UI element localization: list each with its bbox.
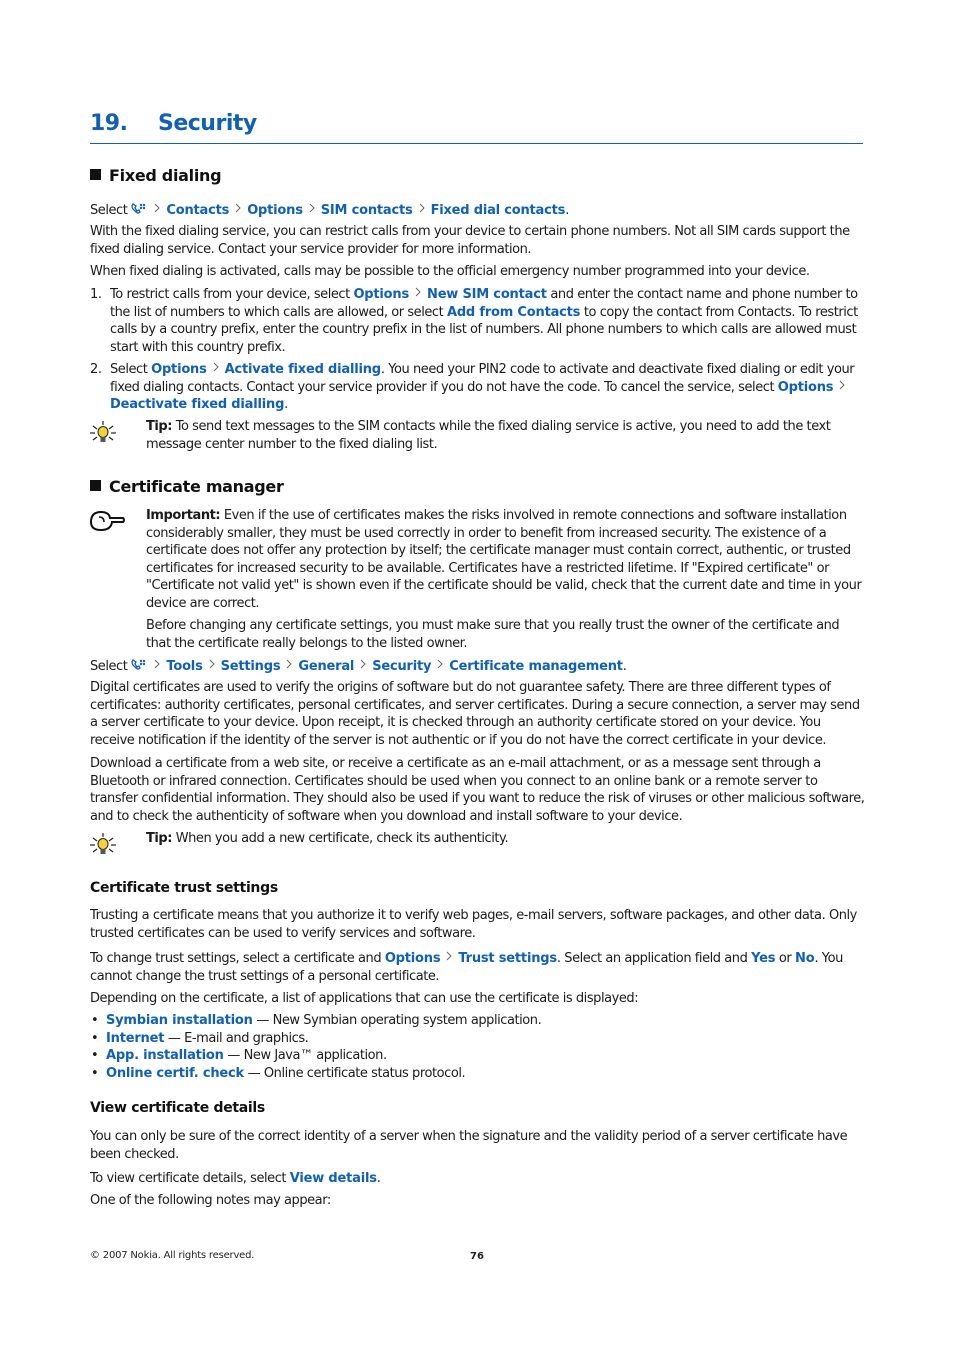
fixed-step-2: 2. Select Options Activate fixed dialling. You need your PIN2 code to activate and deactivate fixed dialing or edit your fixed dialing contacts. Contact your service provider if you do not have the code. To cancel the service, select Options Deactivate fixed dialling.: [90, 362, 855, 413]
fixed-tip: Tip: To send text messages to the SIM contacts while the fixed dialing service is active, you need to add the text message center number to the fixed dialing list.: [146, 419, 831, 452]
view-paragraph-2: To view certificate details, select View details.: [90, 1171, 381, 1186]
view-paragraph-3: One of the following notes may appear:: [90, 1193, 331, 1208]
link-activate-fixed-dialling[interactable]: Activate fixed dialling: [224, 362, 381, 377]
chapter-title: Security: [158, 111, 257, 136]
link-options[interactable]: Options: [384, 951, 441, 966]
link-options[interactable]: Options: [777, 379, 834, 395]
certificate-manager-heading: Certificate manager: [90, 477, 284, 496]
link-online-certif-check[interactable]: Online certif. check: [106, 1065, 244, 1081]
link-general[interactable]: General: [298, 659, 355, 674]
lightbulb-icon: [89, 420, 117, 446]
lightbulb-icon: [89, 832, 117, 858]
application-list: [90, 1012, 865, 1082]
fixed-paragraph-1: With the fixed dialing service, you can restrict calls from your device to certain phone numbers. Not all SIM cards support the fixed dialing service. Contact your service provider for more information.: [90, 224, 850, 257]
chevron-right-icon: [280, 659, 298, 671]
link-internet[interactable]: Internet: [106, 1030, 165, 1046]
fixed-step-1: 1. To restrict calls from your device, select Options New SIM contact and enter the contact name and phone number to the list of numbers to which calls are allowed, or select Add from Contacts to copy the contact from Contacts. To restrict calls by a country prefix, enter the country prefix in the list of numbers. All phone numbers to which calls are allowed must start with this country prefix.: [90, 287, 858, 355]
heading-square-icon: [90, 480, 101, 491]
link-no[interactable]: No: [795, 951, 815, 966]
cert-tip: Tip: When you add a new certificate, check its authenticity.: [146, 831, 509, 846]
link-options[interactable]: Options: [353, 287, 410, 302]
view-paragraph-1: You can only be sure of the correct identity of a server when the signature and the validity period of a server certificate have been checked.: [90, 1129, 848, 1162]
heading-square-icon: [90, 169, 101, 180]
link-certificate-management[interactable]: Certificate management: [449, 659, 623, 674]
cert-paragraph-1: Digital certificates are used to verify the origins of software but do not guarantee safety. There are three different types of certificates: authority certificates, personal certificates, and server certificates. During a secure connection, a server may send a server certificate to your device. Upon receipt, it is checked through an authority certificate stored on your device. You receive notification if the identity of the server is not authentic or if you do not have the correct certificate in your device.: [90, 680, 860, 748]
fixed-select-path: Select Contacts Options SIM contacts Fixed dial contacts.: [90, 203, 569, 218]
important-note-2: Before changing any certificate settings, you must make sure that you really trust the owner of the certificate and that the certificate really belongs to the listed owner.: [146, 618, 840, 651]
list-item: • Symbian installation — New Symbian operating system application.: [90, 1012, 865, 1030]
chevron-right-icon: [440, 951, 458, 963]
link-yes[interactable]: Yes: [751, 951, 776, 966]
cert-select-path: Select Tools Settings General Security Certificate management.: [90, 659, 627, 674]
cert-paragraph-2: Download a certificate from a web site, or receive a certificate as an e-mail attachment, or as a message sent through a Bluetooth or infrared connection. Certificates should be used when you connect to an online bank or a remote server to transfer confidential information. They should also be used if you want to reduce the risk of viruses or other malicious software, and to check the authenticity of software when you download and install software to your device.: [90, 756, 865, 824]
link-add-from-contacts[interactable]: Add from Contacts: [446, 304, 581, 320]
chevron-right-icon: [203, 659, 221, 671]
link-contacts[interactable]: Contacts: [166, 203, 230, 218]
link-options[interactable]: Options: [151, 362, 207, 377]
chevron-right-icon: [431, 659, 449, 671]
fixed-dialing-heading: Fixed dialing: [90, 166, 221, 185]
link-options[interactable]: Options: [247, 203, 303, 218]
chevron-right-icon: [207, 362, 225, 374]
link-deactivate-fixed-dialling[interactable]: Deactivate fixed dialling: [110, 397, 285, 413]
chevron-right-icon: [148, 659, 166, 671]
list-item: • Online certif. check — Online certificate status protocol.: [90, 1065, 865, 1083]
trust-paragraph-3: Depending on the certificate, a list of applications that can use the certificate is displayed:: [90, 991, 639, 1006]
list-item: • Internet — E-mail and graphics.: [90, 1030, 865, 1048]
link-tools[interactable]: Tools: [166, 659, 203, 674]
trust-paragraph-1: Trusting a certificate means that you authorize it to verify web pages, e-mail servers, software packages, and other data. Only trusted certificates can be used to verify services and software.: [90, 908, 857, 941]
chevron-right-icon: [413, 203, 431, 215]
link-sim-contacts[interactable]: SIM contacts: [320, 203, 413, 218]
fixed-paragraph-2: When fixed dialing is activated, calls may be possible to the official emergency number programmed into your device.: [90, 264, 810, 279]
chevron-right-icon: [409, 287, 427, 299]
link-settings[interactable]: Settings: [220, 659, 281, 674]
view-details-heading: View certificate details: [90, 1100, 265, 1116]
link-new-sim-contact[interactable]: New SIM contact: [427, 287, 547, 302]
link-symbian-installation[interactable]: Symbian installation: [106, 1013, 253, 1028]
list-item: • App. installation — New Java™ application.: [90, 1047, 865, 1065]
page-number: 76: [470, 1251, 484, 1262]
chapter-number: 19.: [90, 111, 128, 136]
chapter-heading: [90, 111, 863, 144]
footer-copyright: © 2007 Nokia. All rights reserved.: [90, 1250, 255, 1261]
link-view-details[interactable]: View details: [289, 1171, 377, 1186]
chevron-right-icon: [229, 203, 247, 215]
important-hand-icon: [88, 509, 126, 533]
link-fixed-dial-contacts[interactable]: Fixed dial contacts: [430, 203, 566, 218]
menu-key-icon: [130, 202, 146, 216]
menu-key-icon: [130, 658, 146, 672]
trust-paragraph-2: To change trust settings, select a certificate and Options Trust settings. Select an application field and Yes or No. You cannot change the trust settings of a personal certificate.: [90, 951, 843, 984]
chevron-right-icon: [303, 203, 321, 215]
link-trust-settings[interactable]: Trust settings: [458, 951, 557, 966]
chevron-right-icon: [833, 380, 851, 392]
important-note: Important: Even if the use of certificates makes the risks involved in remote connections and software installation considerably smaller, they must be used correctly in order to benefit from increased security. The existence of a certificate does not offer any protection by itself; the certificate manager must contain correct, authentic, or trusted certificates for increased security to be available. Certificates have a restricted lifetime. If "Expired certificate" or "Certificate not valid yet" is shown even if the certificate should be valid, check that the current date and time in your device are correct.: [146, 508, 862, 611]
link-app-installation[interactable]: App. installation: [106, 1048, 224, 1064]
trust-settings-heading: Certificate trust settings: [90, 880, 278, 896]
link-security[interactable]: Security: [372, 659, 432, 674]
chevron-right-icon: [354, 659, 372, 671]
chevron-right-icon: [148, 203, 166, 215]
